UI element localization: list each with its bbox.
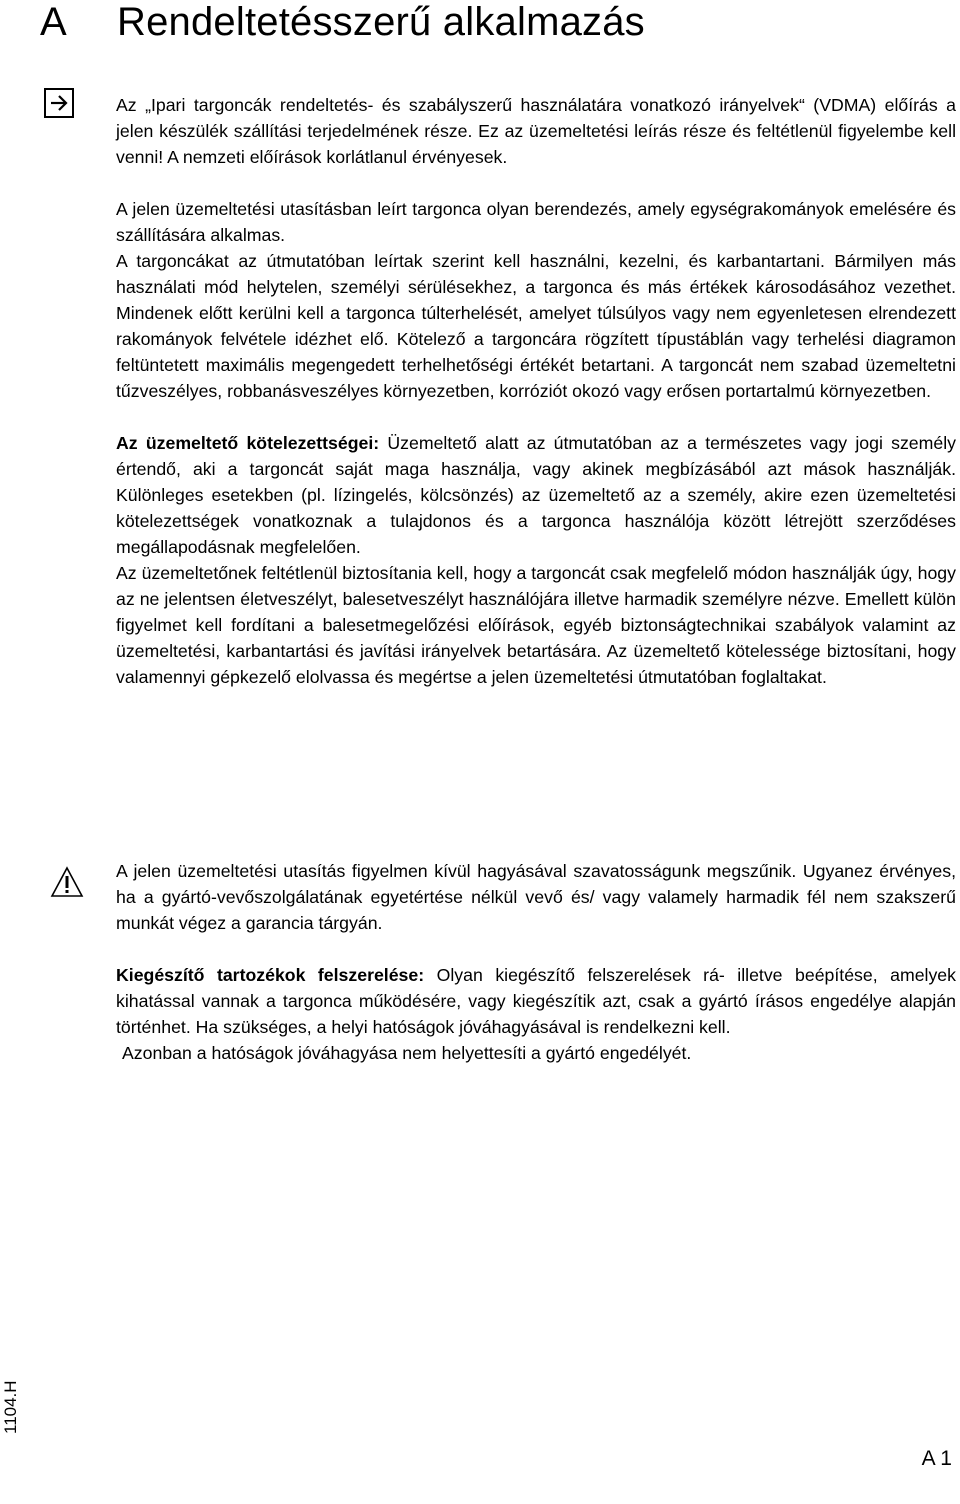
paragraph-operator-duties [116,430,956,560]
paragraph-accessories [116,962,956,1040]
chapter-letter: A [40,0,67,44]
document-code [0,1380,22,1504]
page-title: Rendeltetésszerű alkalmazás [117,0,645,44]
paragraph-operator-responsibility: Az üzemeltetőnek feltétlenül biztosítania kell, hogy a targoncát csak megfelelő módon használják úgy, hogy az ne jelentsen életveszélyt, balesetveszélyt használójára illetve harmadik személyre nézve. Emellett külön figyelmet kell fordítani a balesetmegelőzési előírások, egyéb biztonságtechnikai szabályok valamint az üzemeltetési, karbantartási és javítási irányelvek betartására. Az üzemeltető kötelessége biztosítani, hogy valamennyi gépkezelő elolvassa és megértse a jelen üzemeltetési útmutatóban foglaltakat. [116,563,956,687]
paragraph-vdma: Az „Ipari targoncák rendeltetés- és szabályszerű használatára vonatkozó irányelvek“ (VDMA) előírás a jelen készülék szállítási terjedelmének része. Ez az üzemeltetési leírás része és feltétlenül figyelembe kell venni! A nemzeti előírások korlátlanul érvényesek. [116,95,956,167]
paragraph-usage: A targoncákat az útmutatóban leírtak szerint kell használni, kezelni, és karbantartani. Bármilyen más használati mód helytelen, személyi sérülésekhez, a targonca és más értékek károsodásához vezethet. Mindenek előtt kerülni kell a targonca túlterhelését, amelyet túlsúlyos vagy nem egyenletesen elrendezett rakományok felvétele idézhet elő. Kötelező a targoncára rögzített típustáblán vagy terhelési diagramon feltüntetett maximális megengedett terhelhetőségi értékét betartani. A targoncát nem szabad üzemeltetni tűzveszélyes, robbanásveszélyes környezetben, korróziót okozó vagy erősen portartalmú környezetben. [116,251,956,401]
operator-duties-heading: Az üzemeltető kötelezettségei: [116,433,380,453]
arrow-right-icon-glyph [49,93,69,113]
accessories-text: Olyan kiegészítő felszerelések rá- illetve beépítése, amelyek kihatással vannak a targonca működésére, vagy kiegészítik azt, csak a gyártó írásos engedélye alapján történhet. Ha szükséges, a helyi hatóságok jóváhagyásával is rendelkezni kell. [116,965,956,1037]
operator-duties-text: Üzemeltető alatt az útmutatóban az a természetes vagy jogi személy értendő, aki a targoncát saját maga használja, vagy akinek megbízásából azt mások használják. Különleges esetekben (pl. lízingelés, kölcsönzés) az üzemeltető az a személy, akire ezen üzemeltetési kötelezettségek vonatkoznak a tulajdonos és a targonca használója között létrejött szerződéses megállapodásnak megfelelően. [116,433,956,557]
page-number: A 1 [921,1447,952,1470]
arrow-right-icon [44,88,74,118]
warning-triangle-icon [50,866,84,898]
paragraph-authority-approval: Azonban a hatóságok jóváhagyása nem helyettesíti a gyártó engedélyét. [122,1043,692,1063]
warranty-section [116,858,956,1066]
document-code-text: 1104.H [1,1380,20,1434]
paragraph-warranty: A jelen üzemeltetési utasítás figyelmen kívül hagyásával szavatosságunk megszűnik. Ugyanez érvényes, ha a gyártó-vevőszolgálatának egyetértése nélkül vevő és/ vagy valamely harmadik fél nem szakszerű munkát végez a garancia tárgyán. [116,861,956,933]
paragraph-purpose: A jelen üzemeltetési utasításban leírt targonca olyan berendezés, amely egységrakományok emelésére és szállítására alkalmas. [116,199,956,245]
accessories-heading: Kiegészítő tartozékok felszerelése: [116,965,425,985]
intro-section [116,92,956,690]
